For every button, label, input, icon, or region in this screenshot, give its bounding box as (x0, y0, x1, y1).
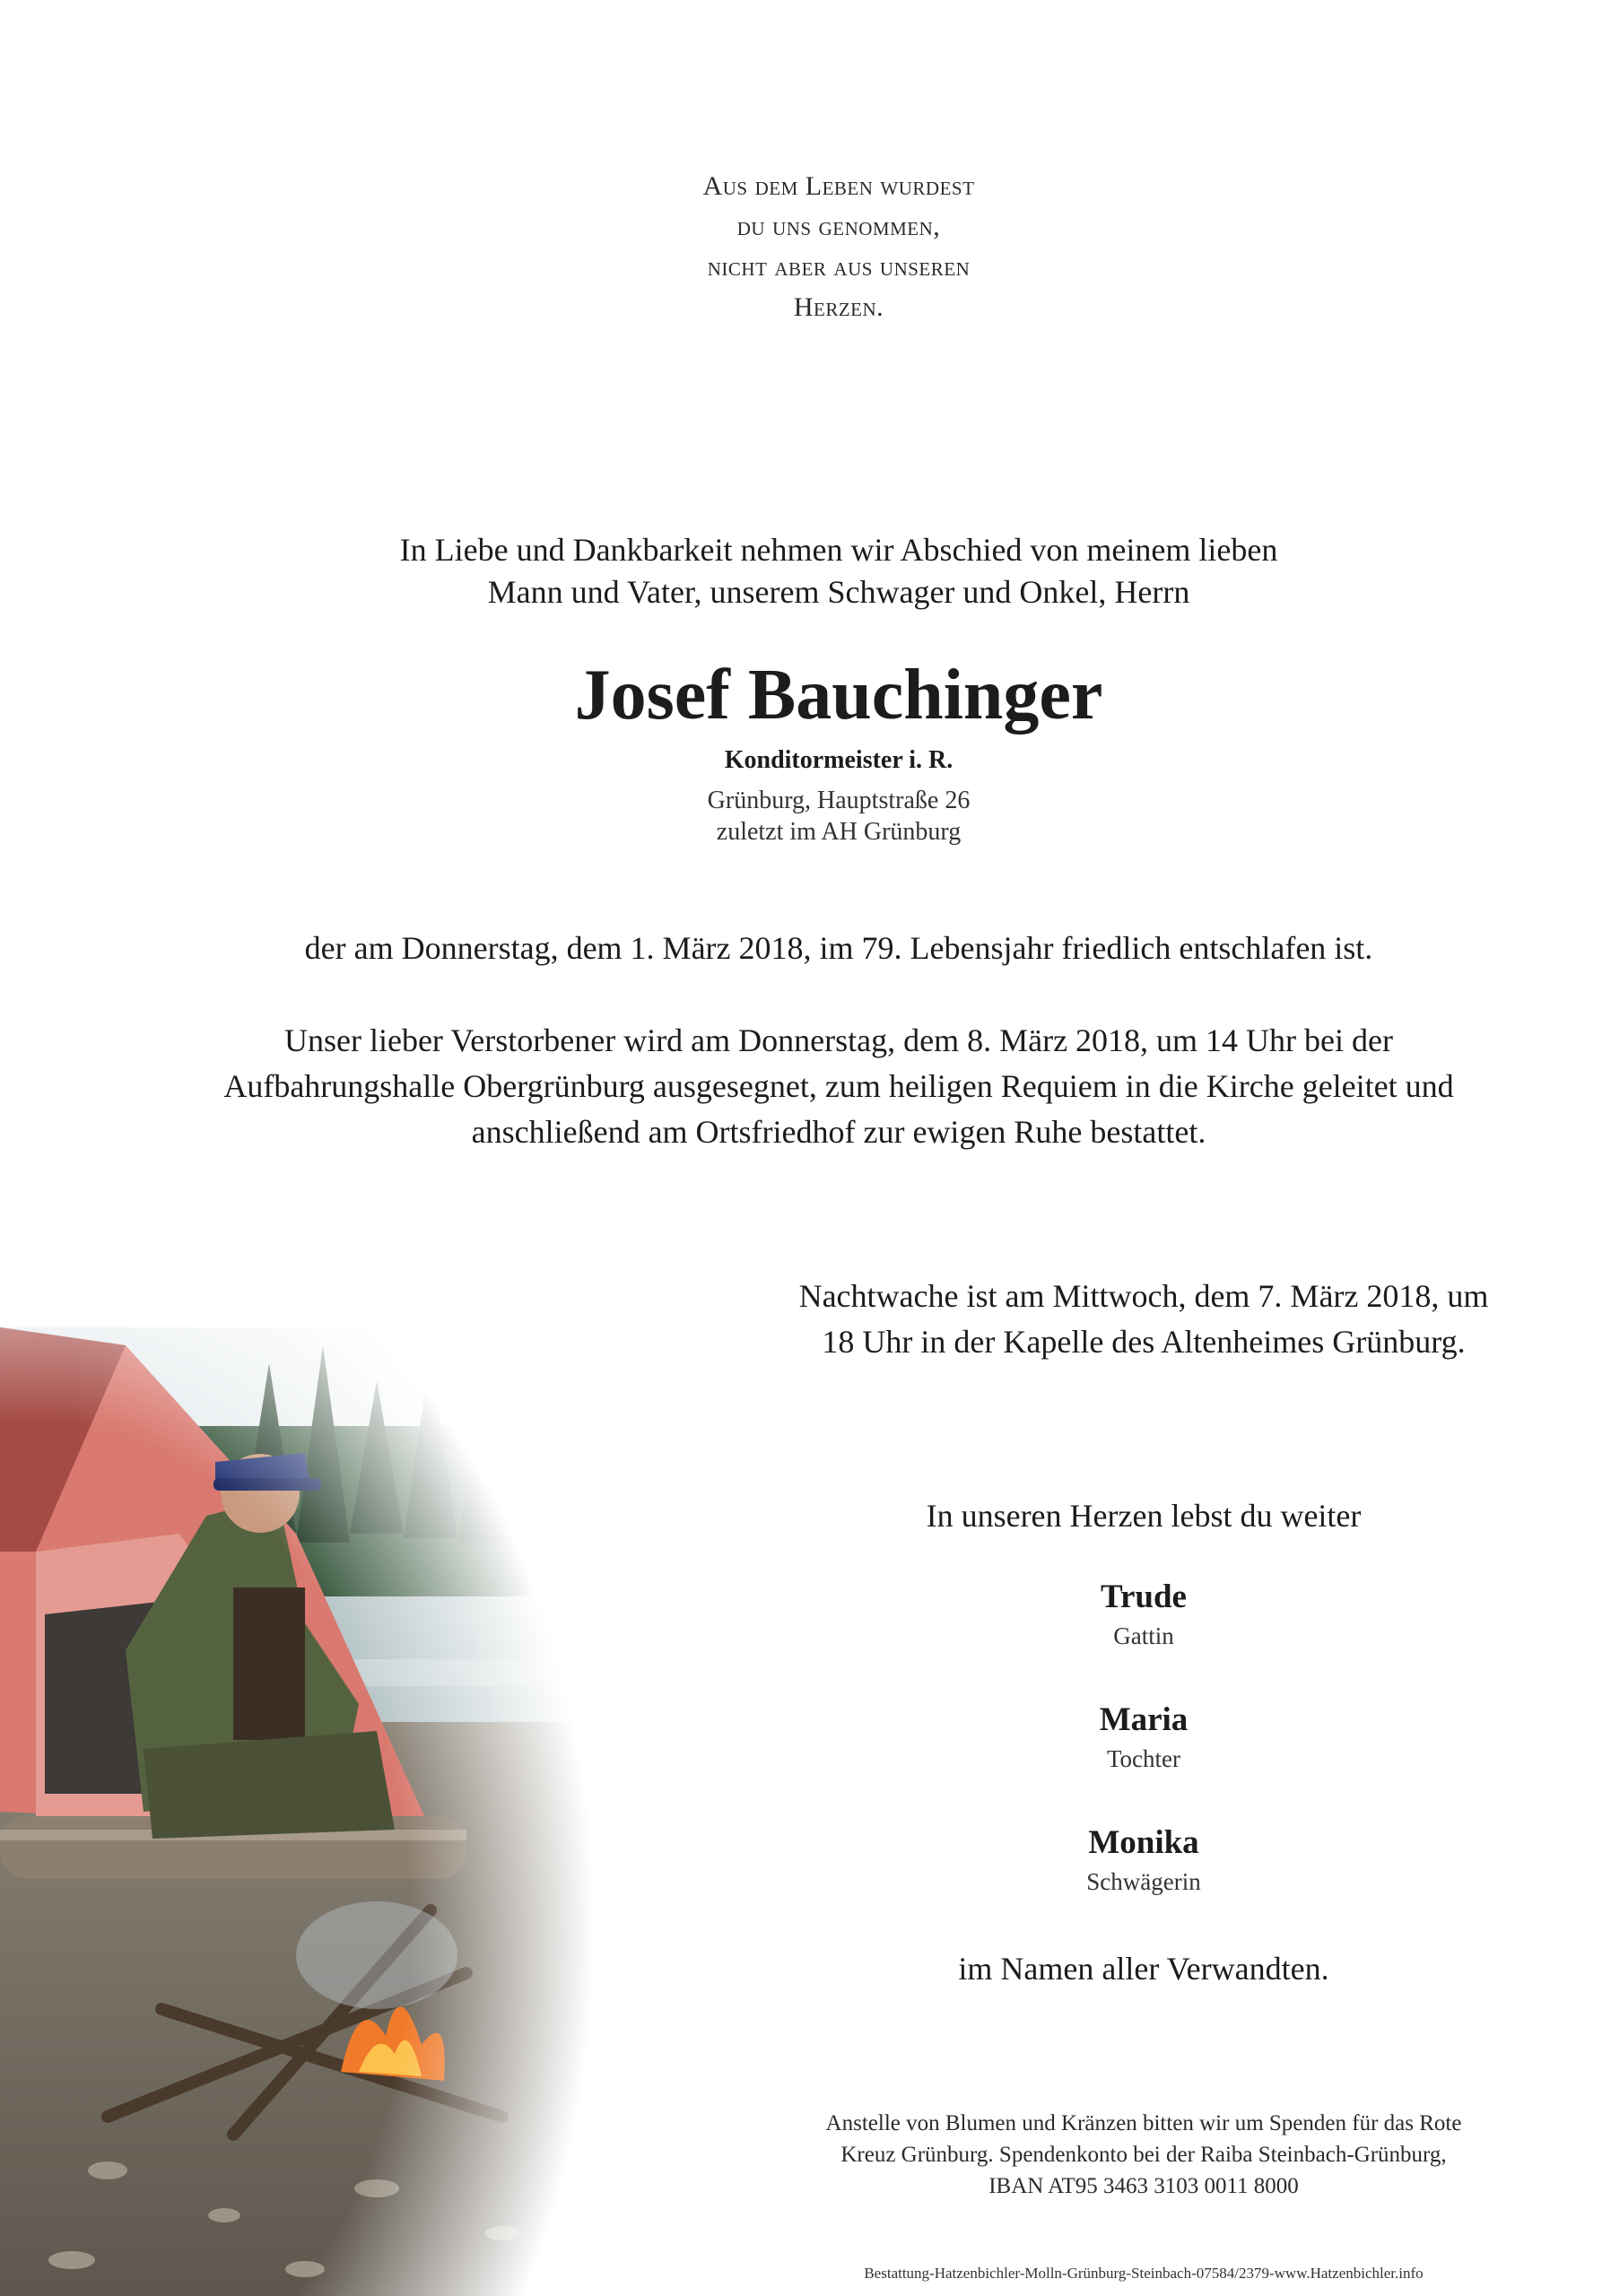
vigil-info (736, 1274, 1552, 1365)
donation-request (736, 2108, 1552, 2202)
funeral-line: Aufbahrungshalle Obergrünburg ausgesegnet, zum heiligen Requiem in die Kirche geleitet und (223, 1068, 1454, 1104)
death-notice: der am Donnerstag, dem 1. März 2018, im 79. Lebensjahr friedlich entschlafen ist. (304, 930, 1373, 966)
mourner-name: Trude (1101, 1578, 1187, 1615)
intro-text (0, 529, 1611, 613)
motto-line: du uns genommen, (736, 212, 941, 241)
mourner-relation: Schwägerin (1086, 1868, 1201, 1895)
deceased-address (0, 785, 1611, 848)
motto-line: Aus dem Leben wurdest (702, 171, 975, 201)
vigil-line: Nachtwache ist am Mittwoch, dem 7. März 2018, um (798, 1278, 1489, 1314)
funeral-info (0, 1018, 1611, 1155)
mourner-name: Monika (1088, 1824, 1199, 1861)
closing-line: im Namen aller Verwandten. (958, 1951, 1329, 1987)
donation-line: Anstelle von Blumen und Kränzen bitten wir um Spenden für das Rote (825, 2111, 1462, 2135)
motto-line: nicht aber aus unseren (707, 252, 971, 282)
mourner (736, 1822, 1552, 1900)
motto-line: Herzen. (793, 292, 884, 322)
funeral-line: Unser lieber Verstorbener wird am Donnerstag, dem 8. März 2018, um 14 Uhr bei der (284, 1022, 1393, 1058)
intro-line: In Liebe und Dankbarkeit nehmen wir Abschied von meinem lieben (399, 532, 1278, 568)
hearts-line: In unseren Herzen lebst du weiter (926, 1498, 1362, 1534)
vigil-line: 18 Uhr in der Kapelle des Altenheimes Grünburg. (822, 1324, 1466, 1360)
mourner (736, 1577, 1552, 1654)
intro-line: Mann und Vater, unserem Schwager und Onkel, Herrn (487, 574, 1190, 610)
mourner (736, 1700, 1552, 1777)
address-line: zuletzt im AH Grünburg (716, 818, 962, 846)
mourner-relation: Tochter (1106, 1745, 1181, 1772)
donation-line: IBAN AT95 3463 3103 0011 8000 (988, 2174, 1299, 2198)
motto (0, 166, 1611, 327)
mourner-relation: Gattin (1113, 1622, 1174, 1649)
address-line: Grünburg, Hauptstraße 26 (707, 787, 971, 814)
funeral-home-footer: Bestattung-Hatzenbichler-Molln-Grünburg-Steinbach-07584/2379-www.Hatzenbichler.info (864, 2265, 1424, 2282)
funeral-line: anschließend am Ortsfriedhof zur ewigen Ruhe bestattet. (471, 1114, 1206, 1150)
campfire-tent-photo (0, 1327, 718, 2296)
deceased-title: Konditormeister i. R. (724, 746, 954, 774)
donation-line: Kreuz Grünburg. Spendenkonto bei der Raiba Steinbach-Grünburg, (840, 2143, 1447, 2167)
deceased-name: Josef Bauchinger (574, 656, 1103, 735)
mourner-name: Maria (1099, 1701, 1189, 1738)
